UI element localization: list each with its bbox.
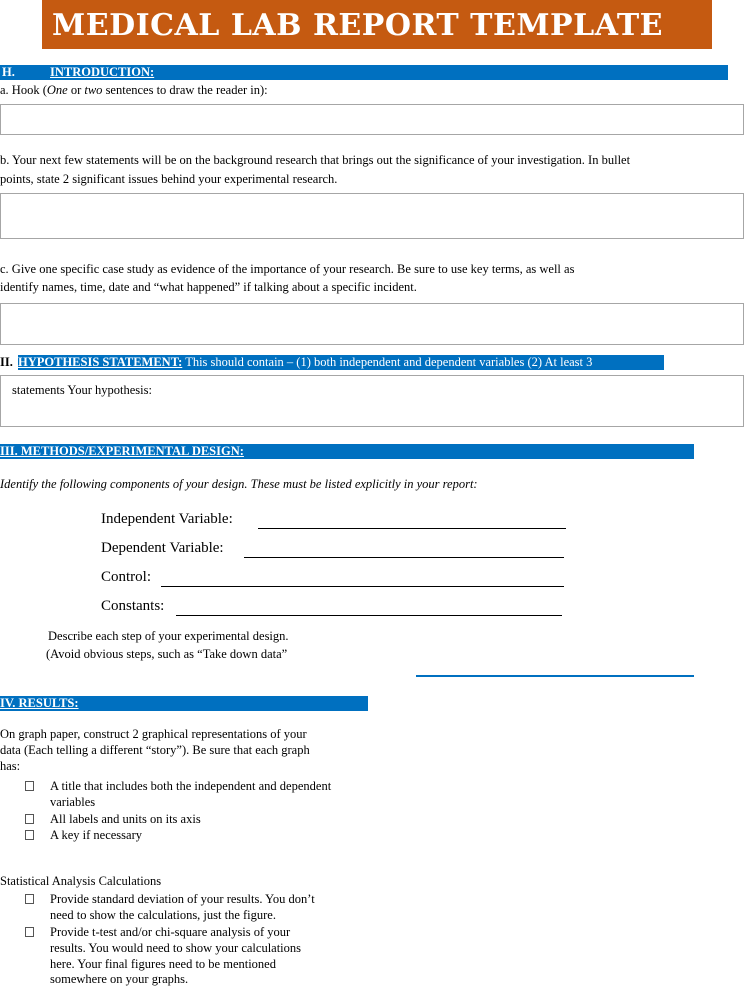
results-heading: IV. RESULTS: [0, 696, 79, 710]
describe-steps-line2: (Avoid obvious steps, such as “Take down data” [46, 647, 288, 661]
background-prompt-line2: points, state 2 significant issues behind your experimental research. [0, 172, 338, 186]
stats-item-2-line4: somewhere on your graphs. [50, 972, 189, 986]
hook-prompt [0, 81, 268, 99]
stats-item-2-line3: here. Your final figures need to be mentioned [50, 957, 276, 971]
report-title-banner [42, 0, 712, 49]
results-paragraph-line2: data (Each telling a different “story”). Be sure that each graph [0, 743, 310, 757]
report-title: MEDICAL LAB REPORT TEMPLATE [52, 8, 664, 43]
stats-title: Statistical Analysis Calculations [0, 874, 162, 888]
dependent-variable-label: Dependent Variable: [101, 540, 224, 556]
checkbox-bullet-icon [25, 814, 34, 824]
hypothesis-heading: HYPOTHESIS STATEMENT: [18, 355, 183, 369]
hook-one: One [46, 83, 68, 97]
introduction-header [0, 65, 728, 80]
case-study-answer-box[interactable] [0, 303, 744, 345]
hypothesis-number: II. [0, 355, 13, 369]
dependent-variable-line[interactable] [244, 557, 564, 558]
hook-answer-box[interactable] [0, 104, 744, 135]
case-study-prompt-line1: c. Give one specific case study as evidence of the importance of your research. Be sure to use key terms, as well as [0, 262, 575, 276]
case-study-prompt-line2: identify names, time, date and “what happened” if talking about a specific incident. [0, 280, 417, 294]
checkbox-bullet-icon [25, 781, 34, 791]
design-divider [416, 675, 694, 677]
constants-line[interactable] [176, 615, 562, 616]
background-answer-box[interactable] [0, 193, 744, 239]
results-header [0, 696, 368, 711]
stats-item-2-line2: results. You would need to show your calculations [50, 941, 302, 955]
introduction-number: H. [2, 65, 15, 79]
hypothesis-header [18, 355, 664, 370]
graph-requirement-1: A title that includes both the independent and dependent [50, 779, 332, 793]
control-line[interactable] [161, 586, 564, 587]
introduction-heading: INTRODUCTION: [50, 65, 155, 79]
independent-variable-line[interactable] [258, 528, 566, 529]
stats-item-1-line2: need to show the calculations, just the figure. [50, 908, 276, 922]
constants-label: Constants: [101, 598, 165, 614]
checkbox-bullet-icon [25, 830, 34, 840]
checkbox-bullet-icon [25, 927, 34, 937]
describe-steps-line1: Describe each step of your experimental design. [48, 629, 289, 643]
hook-prefix: a. Hook ( [0, 83, 47, 97]
background-prompt-line1: b. Your next few statements will be on the background research that brings out the significance of your investigation. In bullet [0, 153, 631, 167]
methods-header [0, 444, 694, 459]
hypothesis-answer-box[interactable] [0, 375, 744, 427]
graph-requirement-3: A key if necessary [50, 828, 142, 842]
graph-requirement-1-cont: variables [50, 795, 96, 809]
stats-item-2-line1: Provide t-test and/or chi-square analysis of your [50, 925, 291, 939]
independent-variable-label: Independent Variable: [101, 511, 233, 527]
hypothesis-box-text: statements Your hypothesis: [12, 383, 152, 397]
checkbox-bullet-icon [25, 894, 34, 904]
results-paragraph-line1: On graph paper, construct 2 graphical representations of your [0, 727, 307, 741]
methods-instruction: Identify the following components of your design. These must be listed explicitly in your report: [0, 477, 478, 491]
results-paragraph-line3: has: [0, 759, 21, 773]
hypothesis-description: This should contain – (1) both independent and dependent variables (2) At least 3 [185, 355, 593, 369]
methods-heading: III. METHODS/EXPERIMENTAL DESIGN: [0, 444, 244, 458]
graph-requirement-2: All labels and units on its axis [50, 812, 201, 826]
hook-or: or [67, 83, 85, 97]
hook-suffix: sentences to draw the reader in): [102, 83, 268, 97]
stats-item-1-line1: Provide standard deviation of your results. You don’t [50, 892, 315, 906]
control-label: Control: [101, 569, 152, 585]
hook-two: two [84, 83, 103, 97]
